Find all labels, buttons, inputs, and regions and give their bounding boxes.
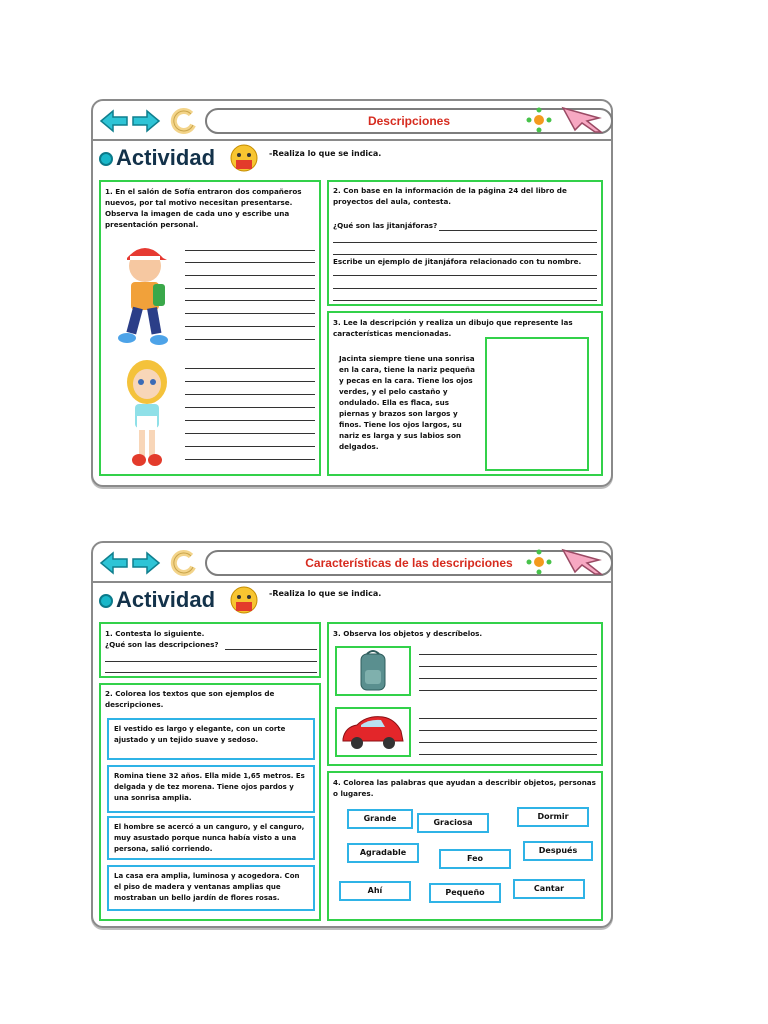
question-2-text: 2. Colorea los textos que son ejemplos de descripciones. (105, 689, 275, 709)
instruction: -Realiza lo que se indica. (269, 589, 382, 598)
back-forward-arrows-icon[interactable] (99, 107, 161, 135)
question-2a-text: ¿Qué son las jitanjáforas? (333, 221, 438, 230)
description-option[interactable]: Romina tiene 32 años. Ella mide 1,65 metros. Es delgada y de tez morena. Tiene ojos pardos y una sonrisa amplia. (107, 765, 315, 813)
question-3-box (327, 622, 603, 766)
refresh-icon[interactable] (169, 549, 197, 577)
word-option[interactable]: Grande (347, 809, 413, 829)
answer-line[interactable] (333, 254, 597, 255)
cursor-arrow-icon[interactable] (559, 546, 605, 576)
backpack-image-box (335, 646, 411, 696)
word-option[interactable]: Después (523, 841, 593, 861)
page-title: Características de las descripciones (205, 550, 613, 576)
boy-illustration (115, 240, 175, 350)
cursor-arrow-icon[interactable] (559, 104, 605, 134)
question-1-box (99, 622, 321, 678)
answer-line[interactable] (333, 300, 597, 301)
answer-line[interactable] (333, 275, 597, 276)
word-option[interactable]: Graciosa (417, 813, 489, 833)
activity-heading: Actividad (99, 145, 215, 171)
question-2-text: 2. Con base en la información de la página 24 del libro de proyectos del aula, contesta. (333, 186, 567, 206)
reading-emoji-icon (229, 585, 259, 615)
word-option[interactable]: Pequeño (429, 883, 501, 903)
description-option[interactable]: La casa era amplia, luminosa y acogedora. Con el piso de madera y ventanas amplias que mostraban un bello jardín de flores rosas. (107, 865, 315, 911)
answer-line[interactable] (333, 288, 597, 289)
refresh-icon[interactable] (169, 107, 197, 135)
back-forward-arrows-icon[interactable] (99, 549, 161, 577)
word-option[interactable]: Dormir (517, 807, 589, 827)
drawing-area[interactable] (485, 337, 589, 471)
answer-line[interactable] (225, 649, 317, 650)
toolbar (93, 101, 611, 141)
question-3-box (327, 311, 603, 476)
question-4-text: 4. Colorea las palabras que ayudan a describir objetos, personas o lugares. (333, 778, 596, 798)
description-option[interactable]: El hombre se acercó a un canguro, y el canguro, muy asustado porque nunca había visto a una persona, salió corriendo. (107, 816, 315, 860)
toolbar (93, 543, 611, 583)
question-1-box (99, 180, 321, 476)
question-2-box (327, 180, 603, 306)
flower-spin-icon[interactable] (525, 548, 553, 576)
description-text: Jacinta siempre tiene una sonrisa en la cara, tiene la nariz pequeña y pecas en la cara. Tiene los ojos verdes, y el pelo castaño y ondulado. Ella es flaca, sus piernas y brazos son largos y finos. Tiene los ojos largos, su nariz es larga y sus labios son delgados. (339, 354, 475, 451)
answer-line[interactable] (439, 230, 597, 231)
answer-line[interactable] (333, 242, 597, 243)
description-option[interactable]: El vestido es largo y elegante, con un corte ajustado y un tejido suave y sedoso. (107, 718, 315, 760)
word-option[interactable]: Ahí (339, 881, 411, 901)
question-1-text: 1. En el salón de Sofía entraron dos compañeros nuevos, por tal motivo necesitan presentarse. Observa la imagen de cada uno y escribe una presentación personal. (105, 187, 302, 229)
answer-line[interactable] (105, 661, 317, 662)
activity-heading: Actividad (99, 587, 215, 613)
word-option[interactable]: Agradable (347, 843, 419, 863)
word-option[interactable]: Feo (439, 849, 511, 869)
backpack-illustration (337, 648, 409, 694)
reading-emoji-icon (229, 143, 259, 173)
word-option[interactable]: Cantar (513, 879, 585, 899)
question-2b-text: Escribe un ejemplo de jitanjáfora relacionado con tu nombre. (333, 257, 582, 266)
instruction: -Realiza lo que se indica. (269, 149, 382, 158)
page-title: Descripciones (205, 108, 613, 134)
question-3-text: 3. Observa los objetos y descríbelos. (333, 629, 483, 638)
question-4-box (327, 771, 603, 921)
question-1-text: 1. Contesta lo siguiente. (105, 629, 205, 638)
question-2-box (99, 683, 321, 921)
answer-line[interactable] (105, 672, 317, 673)
car-image-box (335, 707, 411, 757)
girl-illustration (119, 354, 175, 472)
question-3-text: 3. Lee la descripción y realiza un dibujo que represente las características mencionadas. (333, 318, 573, 338)
bullet-icon (99, 594, 113, 608)
car-illustration (337, 709, 409, 755)
flower-spin-icon[interactable] (525, 106, 553, 134)
worksheet-caracteristicas (91, 541, 613, 928)
bullet-icon (99, 152, 113, 166)
question-1a-text: ¿Qué son las descripciones? (105, 640, 219, 649)
worksheet-descripciones (91, 99, 613, 487)
